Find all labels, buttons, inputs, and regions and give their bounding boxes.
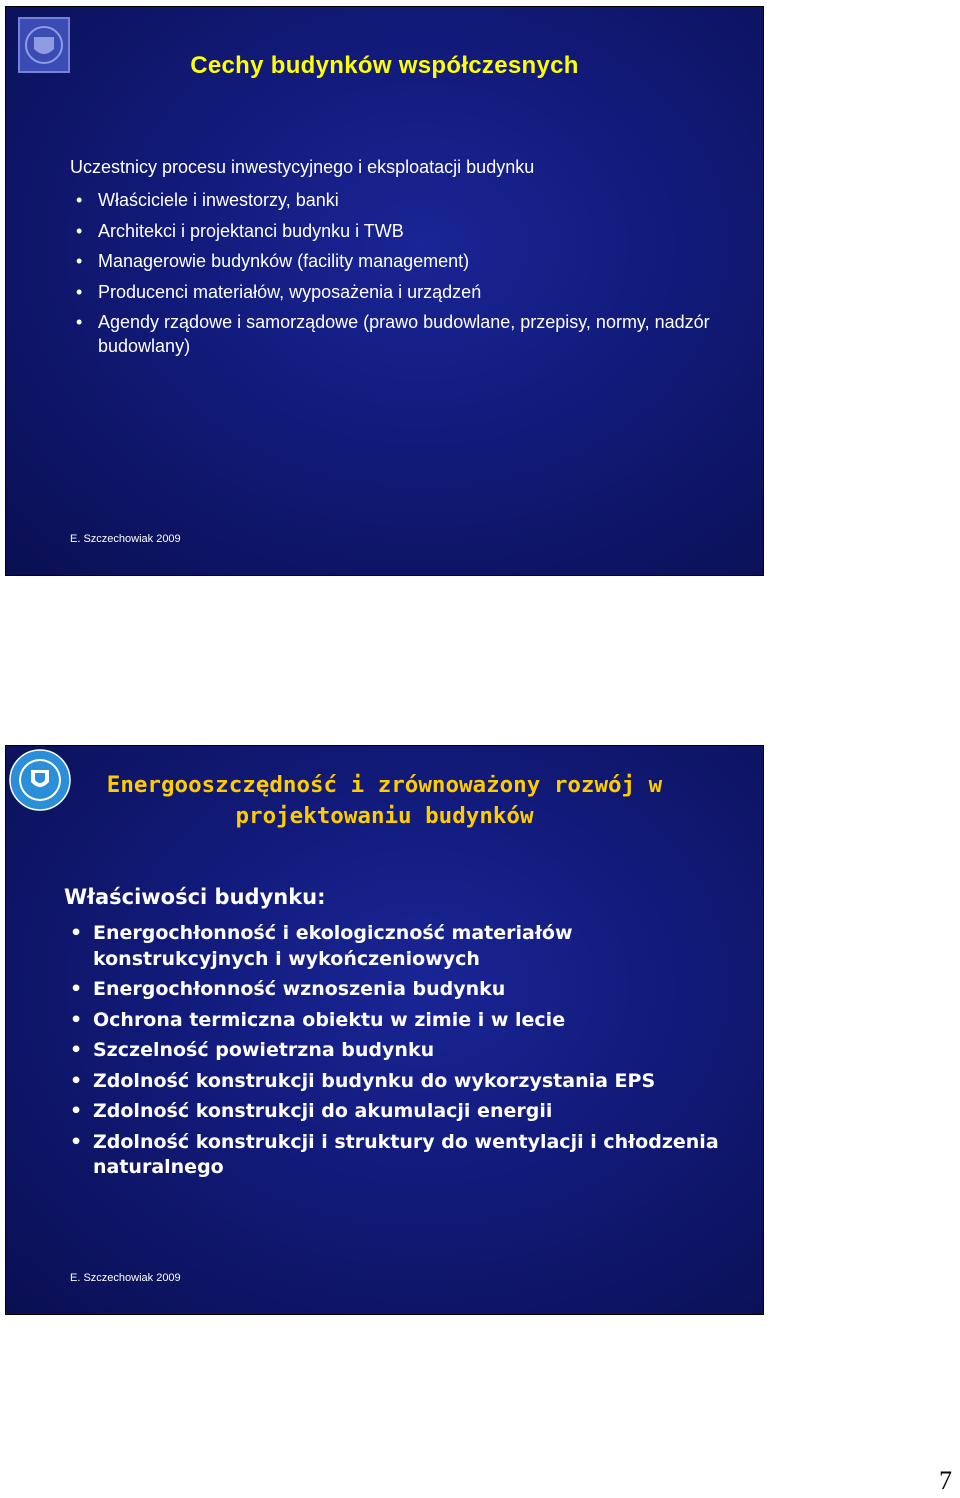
list-item: • Energochłonność i ekologiczność materiałów konstrukcyjnych i wykończeniowych: [70, 922, 573, 970]
bullet-icon: •: [70, 1039, 83, 1061]
slide-2: [5, 745, 764, 1315]
bullet-icon: •: [70, 922, 83, 944]
slide-2-title: Energooszczędność i zrównoważony rozwój w projektowaniu budynków: [106, 772, 663, 829]
slide-1-bullet-list: [70, 188, 710, 365]
list-item: • Architekci i projektanci budynku i TWB: [76, 220, 404, 241]
list-item: • Producenci materiałów, wyposażenia i urządzeń: [76, 281, 482, 302]
list-item: • Zdolność konstrukcji do akumulacji energii: [64, 1099, 724, 1125]
bullet-icon: •: [70, 1130, 83, 1153]
list-item: • Ochrona termiczna obiektu w zimie i w lecie: [64, 1008, 724, 1034]
slide-1: [5, 6, 764, 576]
slide-2-bullet-list: [64, 921, 724, 1186]
slide-1-heading: Uczestnicy procesu inwestycyjnego i eksploatacji budynku: [70, 157, 535, 177]
list-item: • Zdolność konstrukcji i struktury do wentylacji i chłodzenia naturalnego: [70, 1130, 719, 1178]
bullet-icon: •: [70, 1100, 83, 1122]
bullet-icon: •: [76, 220, 83, 241]
bullet-icon: •: [76, 281, 83, 302]
bullet-icon: •: [76, 312, 83, 332]
slide-1-footer: E. Szczechowiak 2009: [70, 533, 181, 545]
slide-1-title: Cechy budynków współczesnych: [190, 52, 579, 79]
list-item: • Szczelność powietrzna budynku: [64, 1038, 724, 1064]
bullet-icon: •: [76, 251, 83, 271]
list-item: • Zdolność konstrukcji budynku do wykorzystania EPS: [64, 1069, 724, 1095]
list-item: • Managerowie budynków (facility management): [76, 251, 470, 271]
slide-2-footer: E. Szczechowiak 2009: [70, 1272, 181, 1284]
bullet-icon: •: [70, 1008, 83, 1031]
bullet-icon: •: [70, 1069, 83, 1092]
slide-2-heading: Właściwości budynku:: [64, 885, 326, 909]
list-item: • Właściciele i inwestorzy, banki: [76, 190, 339, 210]
list-item: • Energochłonność wznoszenia budynku: [64, 977, 724, 1003]
bullet-icon: •: [76, 190, 83, 210]
list-item: • Agendy rządowe i samorządowe (prawo budowlane, przepisy, normy, nadzór budowlany): [76, 312, 710, 356]
bullet-icon: •: [70, 978, 83, 1000]
page-number: 7: [939, 1466, 952, 1495]
